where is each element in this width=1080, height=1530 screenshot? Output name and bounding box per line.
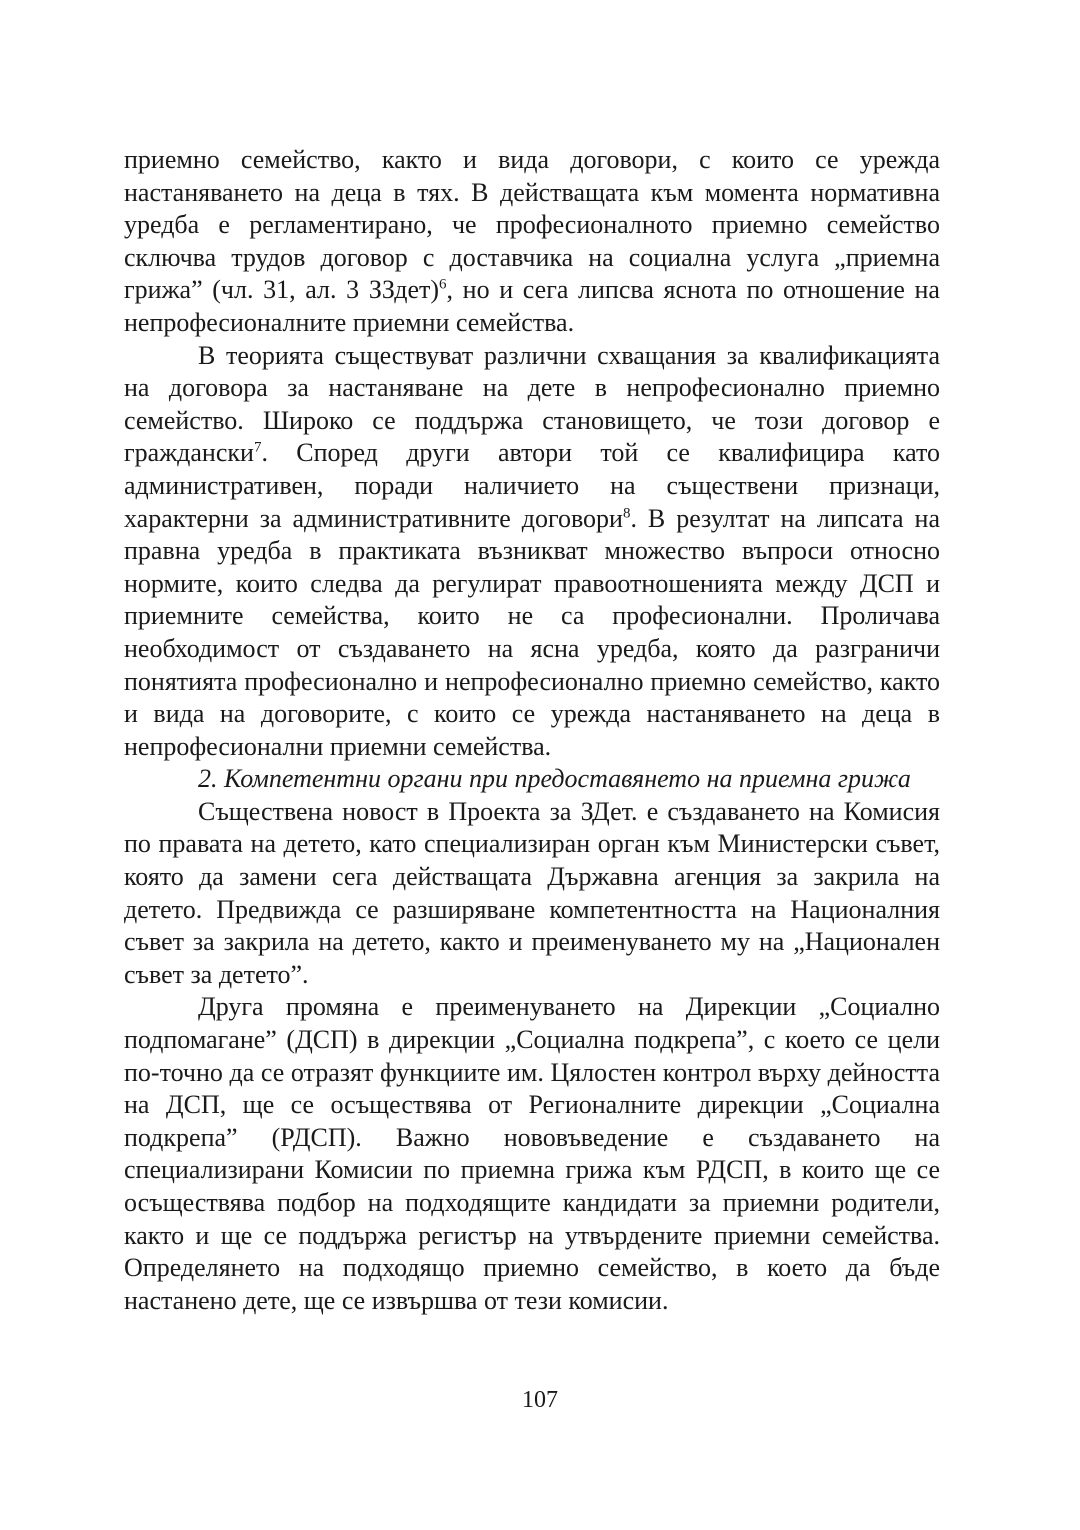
paragraph-1-text-a: приемно семейство, както и вида договори, с които се урежда настаняването на деца в тях. В действащата към момента нормативна уредба е регламентирано, че професионалното приемно семейство сключва трудов договор с доставчика на социална услуга „приемна грижа” (чл. 31, ал. 3 ЗЗдет) — [124, 145, 940, 305]
paragraph-1-text-b: , но и сега липсва яснота по отношение на непрофесионалните приемни семейства. — [124, 275, 940, 337]
section-heading: 2. Компетентни органи при предоставянето на приемна грижа — [198, 764, 911, 794]
paragraph-2 — [124, 340, 940, 764]
paragraph-2-text-a: В теорията съществуват различни схващания за квалификацията на договора за настаняване на дете в непрофесионално приемно семейство. Широко се поддържа становището, че този договор е граждански — [124, 340, 940, 468]
paragraph-3: Съществена новост в Проекта за ЗДет. е създаването на Комисия по правата на детето, като специализиран орган към Министерски съвет, която да замени сега действащата Държавна агенция за закрила на детето. Предвижда се разширяване компетентността на Националния съвет за закрила на детето, както и преименуването му на „Национален съвет за детето”. — [124, 796, 940, 989]
page-number: 107 — [522, 1387, 558, 1413]
page-body — [124, 144, 940, 1317]
paragraph-2-text-c: . В резултат на липсата на правна уредба в практиката възникват множество въпроси относно нормите, които следва да регулират правоотношенията между ДСП и приемните семейства, които не са професионални. Проличава необходимост от създаването на ясна уредба, която да разграничи понятията професионално и непрофесионално приемно семейство, както и вида на договорите, с които се урежда настаняването на деца в непрофесионални приемни семейства. — [124, 503, 940, 761]
footnote-ref-8[interactable]: 8 — [622, 504, 631, 521]
paragraph-4: Друга промяна е преименуването на Дирекции „Социално подпомагане” (ДСП) в дирекции „Социална подкрепа”, с което се цели по-точно да се отразят функциите им. Цялостен контрол върху дейността на ДСП, ще се осъществява от Регионалните дирекции „Социална подкрепа” (РДСП). Важно нововъведение е създаването на специализирани Комисии по приемна грижа към РДСП, в които ще се осъществява подбор на подходящите кандидати за приемни родители, както и ще се поддържа регистър на утвърдените приемни семейства. Определянето на подходящо приемно семейство, в което да бъде настанено дете, ще се извършва от тези комисии. — [124, 992, 940, 1315]
paragraph-1 — [124, 144, 940, 340]
paragraph-2-text-b: . Според други автори той се квалифицира като административен, поради наличието на съществени признаци, характерни за административните договори — [124, 438, 940, 533]
footnote-ref-7[interactable]: 7 — [253, 439, 262, 456]
footnote-ref-6[interactable]: 6 — [439, 276, 447, 293]
